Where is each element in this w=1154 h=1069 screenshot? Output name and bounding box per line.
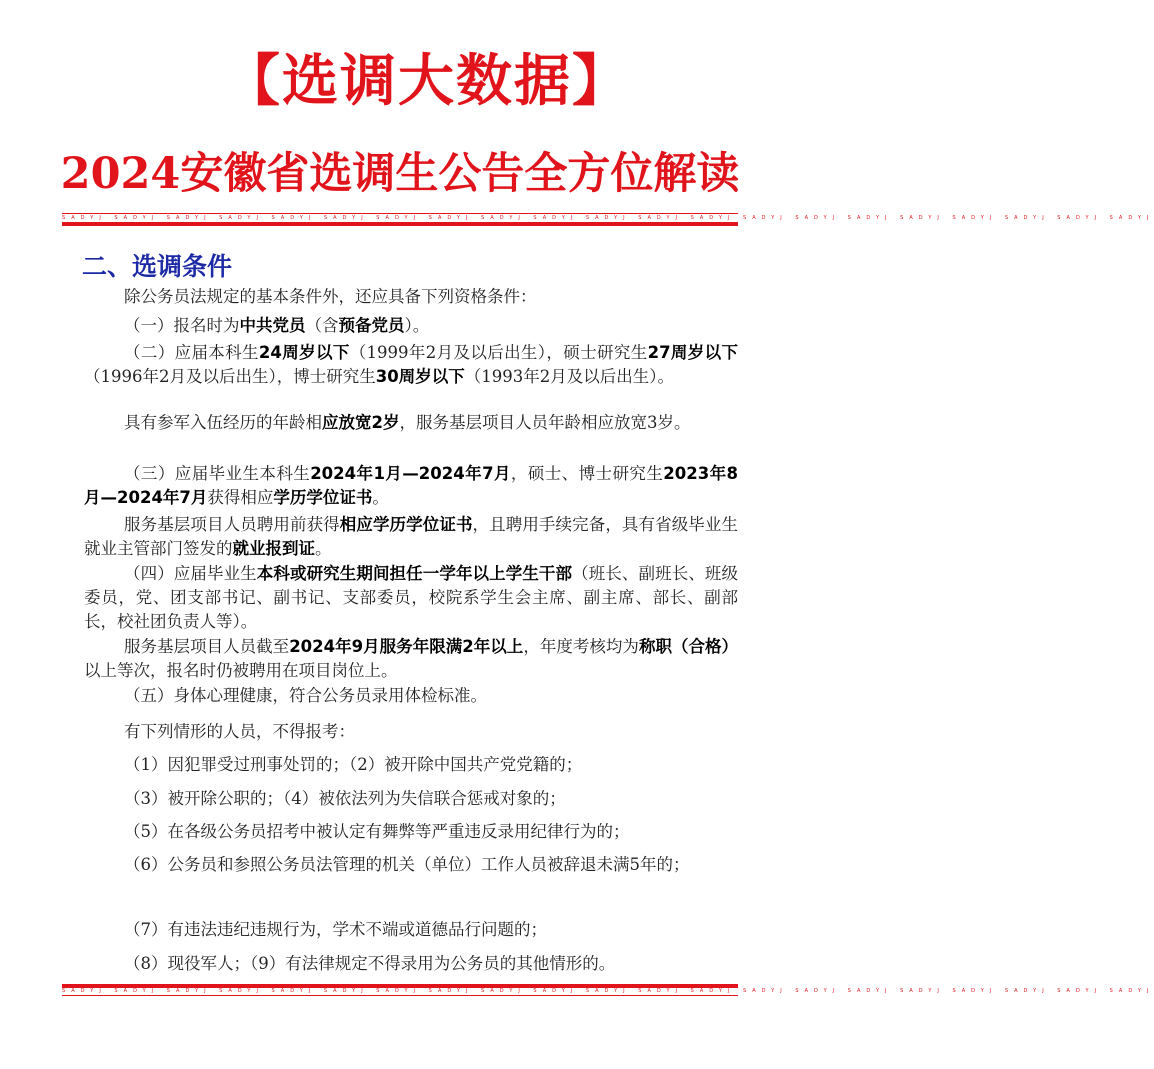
divider-watermark: SADYJ SADYJ SADYJ SADYJ SADYJ SADYJ SADYJ SADYJ SADYJ SADYJ SADYJ SADYJ SADYJ SADYJ SADYJ SADYJ SADYJ SADYJ SADYJ SADYJ SADYJ — [62, 215, 1154, 221]
exclusion-5: （5）在各级公务员招考中被认定有舞弊等严重违反录用纪律行为的； — [124, 822, 630, 841]
title-line-1: 【选调大数据】 — [224, 48, 630, 114]
top-divider — [62, 213, 1154, 225]
condition-3: （三）应届毕业生本科生2024年1月—2024年7月，硕士、博士研究生2023年8月—2024年7月获得相应学历学位证书。 — [84, 464, 739, 507]
exclusion-7: （7）有违法违纪违规行为，学术不端或道德品行问题的； — [124, 920, 547, 939]
condition-5: （五）身体心理健康，符合公务员录用体检标准。 — [124, 686, 487, 705]
condition-3-note: 服务基层项目人员聘用前获得相应学历学位证书，且聘用手续完备，具有省级毕业生就业主管部门签发的就业报到证。 — [84, 515, 739, 558]
condition-2-note: 具有参军入伍经历的年龄相应放宽2岁，服务基层项目人员年龄相应放宽3岁。 — [124, 413, 691, 432]
divider-watermark: SADYJ SADYJ SADYJ SADYJ SADYJ SADYJ SADYJ SADYJ SADYJ SADYJ SADYJ SADYJ SADYJ SADYJ SADYJ SADYJ SADYJ SADYJ SADYJ SADYJ SADYJ — [62, 988, 1154, 994]
condition-2: （二）应届本科生24周岁以下（1999年2月及以后出生），硕士研究生27周岁以下（1996年2月及以后出生），博士研究生30周岁以下（1993年2月及以后出生）。 — [84, 343, 739, 386]
section-heading: 二、选调条件 — [82, 252, 233, 281]
title-line-2: 2024安徽省选调生公告全方位解读 — [60, 149, 740, 199]
condition-4: （四）应届毕业生本科或研究生期间担任一学年以上学生干部（班长、副班长、班级委员，党、团支部书记、副书记、支部委员，校院系学生会主席、副主席、部长、副部长，校社团负责人等）。 — [84, 564, 739, 631]
exclusion-1-2: （1）因犯罪受过刑事处罚的；（2）被开除中国共产党党籍的； — [124, 755, 583, 774]
exclusions-intro: 有下列情形的人员，不得报考： — [124, 722, 355, 741]
bottom-divider — [62, 984, 1154, 996]
exclusion-3-4: （3）被开除公职的；（4）被依法列为失信联合惩戒对象的； — [124, 789, 566, 808]
condition-1: （一）报名时为中共党员（含预备党员）。 — [124, 316, 430, 335]
exclusion-8-9: （8）现役军人；（9）有法律规定不得录用为公务员的其他情形的。 — [124, 954, 616, 973]
intro-paragraph: 除公务员法规定的基本条件外，还应具备下列资格条件： — [124, 287, 537, 306]
condition-4-note: 服务基层项目人员截至2024年9月服务年限满2年以上，年度考核均为称职（合格）以上等次，报名时仍被聘用在项目岗位上。 — [84, 637, 739, 680]
exclusion-6: （6）公务员和参照公务员法管理的机关（单位）工作人员被辞退未满5年的； — [124, 855, 690, 874]
